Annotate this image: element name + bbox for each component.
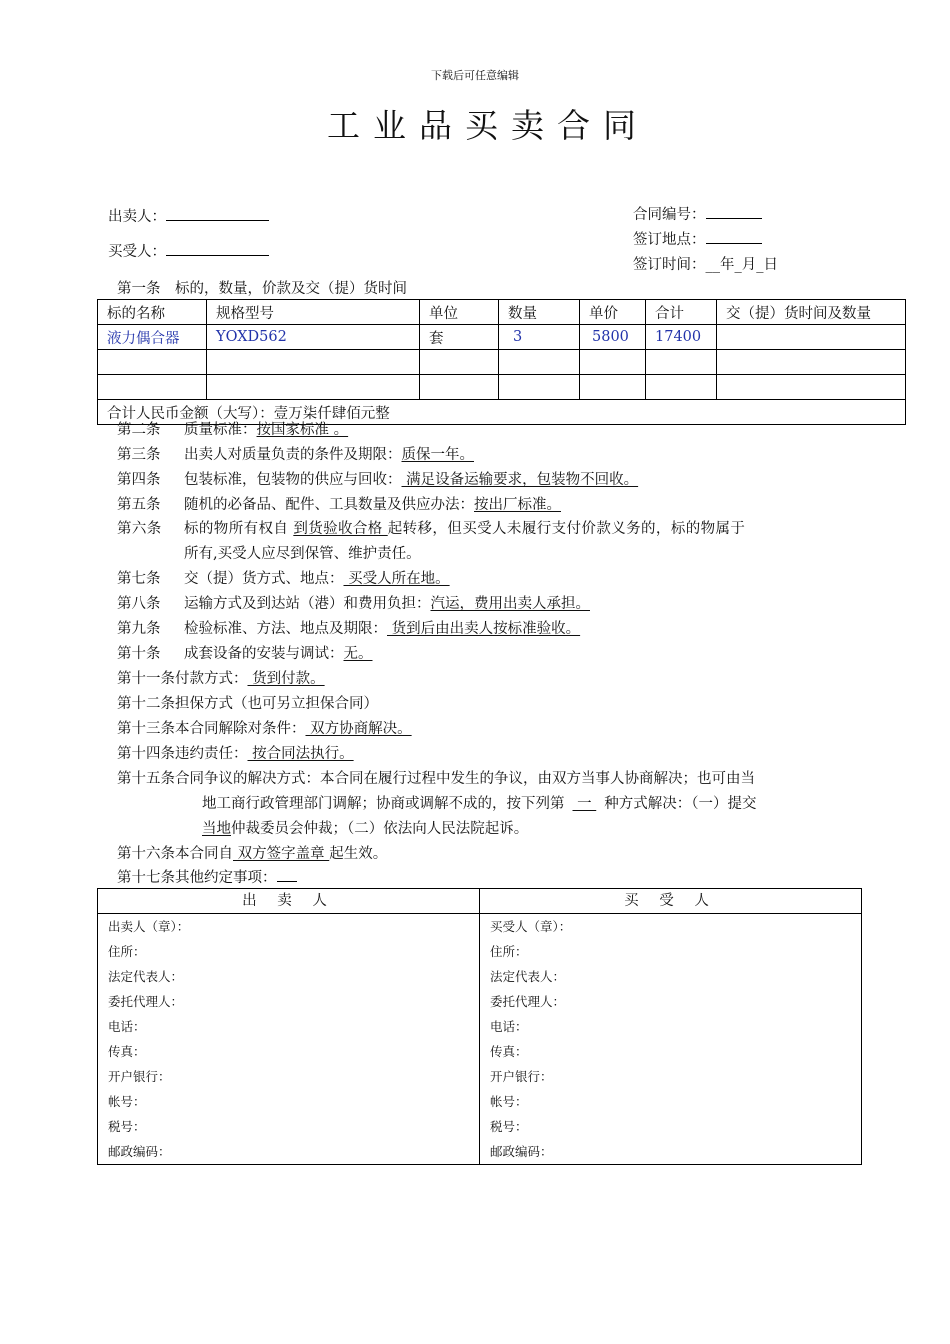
buyer-field: 开户银行： [490, 1069, 553, 1084]
seller-label: 出卖人： [108, 209, 166, 225]
buyer-field: 邮政编码： [490, 1144, 553, 1159]
header-cell: 合计 [646, 300, 717, 325]
signing-time-value: __年_月_日 [705, 257, 778, 273]
seller-field: 出卖人（章）： [108, 919, 190, 934]
article-value: 买受人所在地。 [343, 571, 450, 587]
buyer-field: 传真： [490, 1044, 528, 1059]
table-cell [420, 350, 499, 375]
contract-number-label: 合同编号： [633, 207, 706, 223]
signing-place-line [633, 228, 762, 249]
seller-field: 帐号： [108, 1094, 146, 1109]
table-row [98, 325, 906, 350]
seller-field: 委托代理人： [108, 994, 184, 1009]
seller-field: 税号： [108, 1119, 146, 1134]
header-cell: 单价 [580, 300, 646, 325]
seller-field: 法定代表人： [108, 969, 184, 984]
article-17-blank [277, 866, 297, 882]
table-cell [207, 375, 420, 400]
buyer-field: 买受人（章）： [490, 919, 572, 934]
article-9: 第九条 检验标准、方法、地点及期限： 货到后由出卖人按标准验收。 [117, 621, 581, 637]
signing-place-label: 签订地点： [633, 232, 706, 248]
article-14: 第十四条违约责任： 按合同法执行。 [117, 746, 354, 762]
signing-time-label: 签订时间： [633, 257, 706, 273]
table-row [98, 375, 906, 400]
total-label: 合计人民币金额（大写）： [107, 405, 274, 422]
article-6-continued: 所有,买受人应尽到保管、维护责任。 [184, 546, 421, 562]
table-cell: 5800 [580, 325, 646, 350]
article-value: 汽运，费用出卖人承担。 [430, 596, 590, 612]
article-15-line-3: 当地仲裁委员会仲裁；（二）依法向人民法院起诉。 [202, 821, 529, 837]
article-value: 按国家标准 。 [256, 422, 349, 438]
article-3: 第三条 出卖人对质量负责的条件及期限：质保一年。 [117, 447, 474, 463]
header-note: 下载后可任意编辑 [431, 69, 519, 82]
table-cell [98, 350, 207, 375]
table-cell: 套 [420, 325, 499, 350]
signature-table [97, 888, 862, 1165]
table-cell: 液力偶合器 [98, 325, 207, 350]
table-header-row [98, 300, 906, 325]
seller-field: 传真： [108, 1044, 146, 1059]
article-15-line-1: 第十五条合同争议的解决方式：本合同在履行过程中发生的争议，由双方当事人协商解决；也可由当 [117, 771, 755, 787]
article-value: 质保一年。 [401, 447, 474, 463]
article-11: 第十一条付款方式： 货到付款。 [117, 671, 325, 687]
buyer-field: 帐号： [490, 1094, 528, 1109]
header-cell: 标的名称 [98, 300, 207, 325]
table-row [98, 350, 906, 375]
table-cell [420, 375, 499, 400]
seller-field: 开户银行： [108, 1069, 171, 1084]
seller-field: 电话： [108, 1019, 146, 1034]
arbitration-place: 当地 [202, 821, 231, 837]
article-15-line-2: 地工商行政管理部门调解；协商或调解不成的，按下列第 一 种方式解决：（一）提交 [202, 796, 757, 812]
article-value: 双方签字盖章 [233, 846, 330, 862]
buyer-field: 住所： [490, 944, 528, 959]
table-cell [646, 375, 717, 400]
article-value: 按合同法执行。 [247, 746, 354, 762]
article-2: 第二条 质量标准：按国家标准 。 [117, 422, 349, 438]
buyer-blank [166, 240, 269, 256]
article-5: 第五条 随机的必备品、配件、工具数量及供应办法：按出厂标准。 [117, 497, 561, 513]
buyer-label: 买受人： [108, 244, 166, 260]
buyer-field: 电话： [490, 1019, 528, 1034]
table-cell: 17400 [646, 325, 717, 350]
seller-blank [166, 205, 269, 221]
seller-field: 住所： [108, 944, 146, 959]
table-cell [717, 375, 906, 400]
seller-heading: 出 卖 人 [98, 889, 479, 914]
article-value: 满足设备运输要求，包装物不回收。 [401, 472, 639, 488]
table-cell [717, 350, 906, 375]
header-cell: 单位 [420, 300, 499, 325]
article-value: 到货验收合格 [293, 521, 388, 537]
article-7: 第七条 交（提）货方式、地点： 买受人所在地。 [117, 571, 450, 587]
buyer-field: 委托代理人： [490, 994, 566, 1009]
table-cell: 3 [499, 325, 580, 350]
article-4: 第四条 包装标准，包装物的供应与回收： 满足设备运输要求，包装物不回收。 [117, 472, 639, 488]
contract-number-blank [706, 203, 762, 219]
table-cell [580, 350, 646, 375]
goods-table [97, 299, 906, 425]
buyer-line [108, 240, 269, 261]
table-cell [580, 375, 646, 400]
header-cell: 交（提）货时间及数量 [717, 300, 906, 325]
seller-line [108, 205, 269, 226]
table-cell [717, 325, 906, 350]
article-value: 货到后由出卖人按标准验收。 [387, 621, 581, 637]
buyer-heading: 买 受 人 [480, 889, 861, 914]
dispute-choice: 一 [572, 796, 597, 812]
buyer-column [480, 889, 862, 1165]
table-cell [499, 375, 580, 400]
article-6: 第六条 标的物所有权自 到货验收合格 起转移，但买受人未履行支付价款义务的，标的物属于 [117, 521, 746, 537]
buyer-field: 法定代表人： [490, 969, 566, 984]
article-13: 第十三条本合同解除对条件： 双方协商解决。 [117, 721, 412, 737]
header-cell: 数量 [499, 300, 580, 325]
header-cell: 规格型号 [207, 300, 420, 325]
article-17: 第十七条其他约定事项： [117, 866, 297, 887]
article-value: 无。 [343, 646, 373, 662]
article-16: 第十六条本合同自 双方签字盖章 起生效。 [117, 846, 388, 862]
signing-place-blank [706, 228, 762, 244]
article-value: 货到付款。 [247, 671, 325, 687]
article-value: 双方协商解决。 [305, 721, 412, 737]
article-12: 第十二条担保方式（也可另立担保合同） [117, 696, 378, 712]
article-1: 第一条 标的，数量，价款及交（提）货时间 [117, 281, 407, 297]
article-10: 第十条 成套设备的安装与调试：无。 [117, 646, 373, 662]
article-value: 按出厂标准。 [474, 497, 561, 513]
buyer-field: 税号： [490, 1119, 528, 1134]
table-cell [499, 350, 580, 375]
article-8: 第八条 运输方式及到达站（港）和费用负担：汽运，费用出卖人承担。 [117, 596, 590, 612]
table-cell: YOXD562 [207, 325, 420, 350]
seller-field: 邮政编码： [108, 1144, 171, 1159]
document-title: 工业品买卖合同 [327, 106, 649, 145]
contract-number-line [633, 203, 762, 224]
table-cell [207, 350, 420, 375]
table-cell [98, 375, 207, 400]
seller-column [98, 889, 480, 1165]
table-cell [646, 350, 717, 375]
total-value: 壹万柒仟肆佰元整 [273, 405, 390, 422]
signing-time-line [633, 253, 778, 274]
